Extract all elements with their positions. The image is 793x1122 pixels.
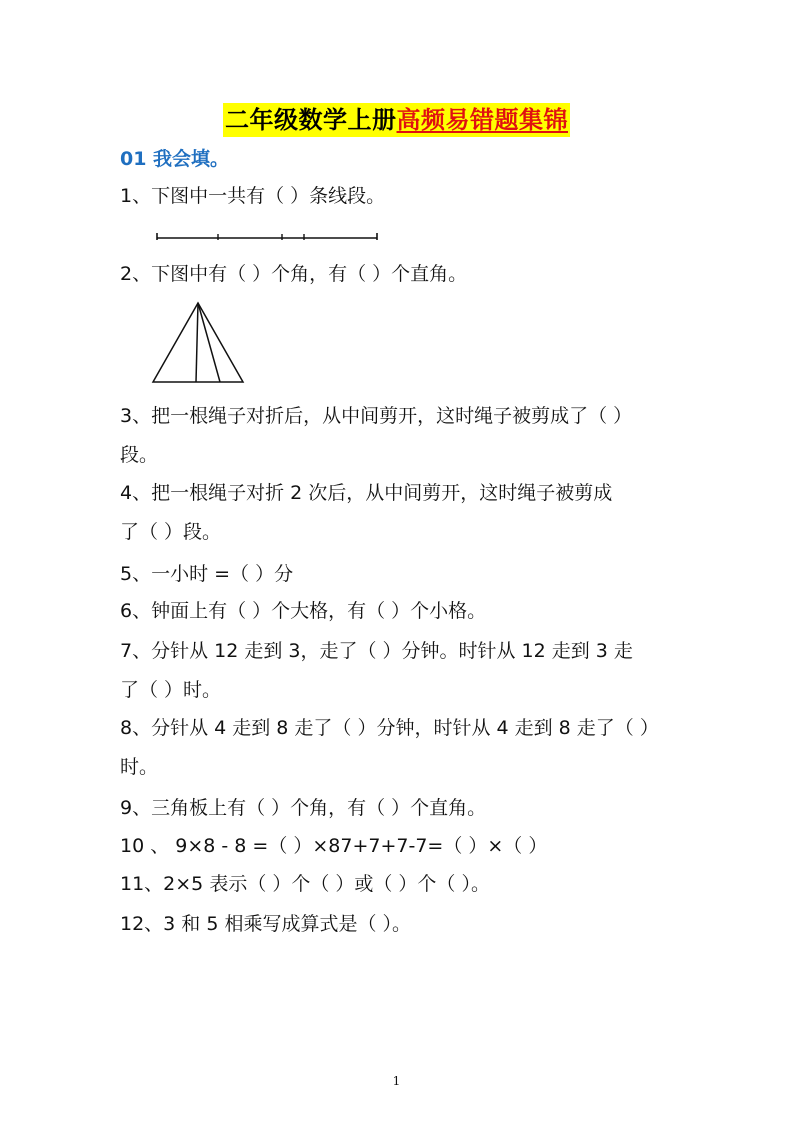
question-4-line-2: 了（ ）段。	[120, 521, 222, 543]
question-3-line-2: 段。	[120, 444, 159, 466]
question-4-line-1: 4、把一根绳子对折 2 次后，从中间剪开，这时绳子被剪成	[120, 482, 613, 504]
question-7-line-1: 7、分针从 12 走到 3，走了（ ）分钟。时针从 12 走到 3 走	[120, 640, 633, 662]
page-number: 1	[392, 1074, 401, 1088]
question-1: 1、下图中一共有（ ）条线段。	[120, 185, 386, 207]
triangle-inner-line-1	[196, 303, 198, 382]
question-8-line-2: 时。	[120, 756, 159, 778]
question-10: 10 、 9×8 - 8 =（ ）×87+7+7-7=（ ）×（ ）	[120, 835, 548, 857]
section-heading: 01 我会填。	[120, 148, 230, 170]
question-7-line-2: 了（ ）时。	[120, 679, 222, 701]
question-9: 9、三角板上有（ ）个角，有（ ）个直角。	[120, 797, 487, 819]
question-5: 5、一小时 =（ ）分	[120, 563, 294, 585]
question-11: 11、2×5 表示（ ）个（ ）或（ ）个（ ）。	[120, 873, 490, 895]
question-3-line-1: 3、把一根绳子对折后，从中间剪开，这时绳子被剪成了（ ）	[120, 405, 633, 427]
document-title	[223, 103, 570, 137]
question-2: 2、下图中有（ ）个角，有（ ）个直角。	[120, 263, 468, 285]
title-wrap	[0, 103, 793, 137]
title-part-grade: 二年级数学上册	[225, 106, 397, 134]
title-part-highlight: 高频易错题集锦	[396, 106, 568, 134]
line-segment-figure	[154, 228, 380, 244]
question-12: 12、3 和 5 相乘写成算式是（ ）。	[120, 913, 412, 935]
question-8-line-1: 8、分针从 4 走到 8 走了（ ）分钟，时针从 4 走到 8 走了（ ）	[120, 717, 659, 739]
triangle-angle-figure	[150, 300, 246, 386]
question-6: 6、钟面上有（ ）个大格，有（ ）个小格。	[120, 600, 487, 622]
triangle-inner-line-2	[198, 303, 220, 382]
